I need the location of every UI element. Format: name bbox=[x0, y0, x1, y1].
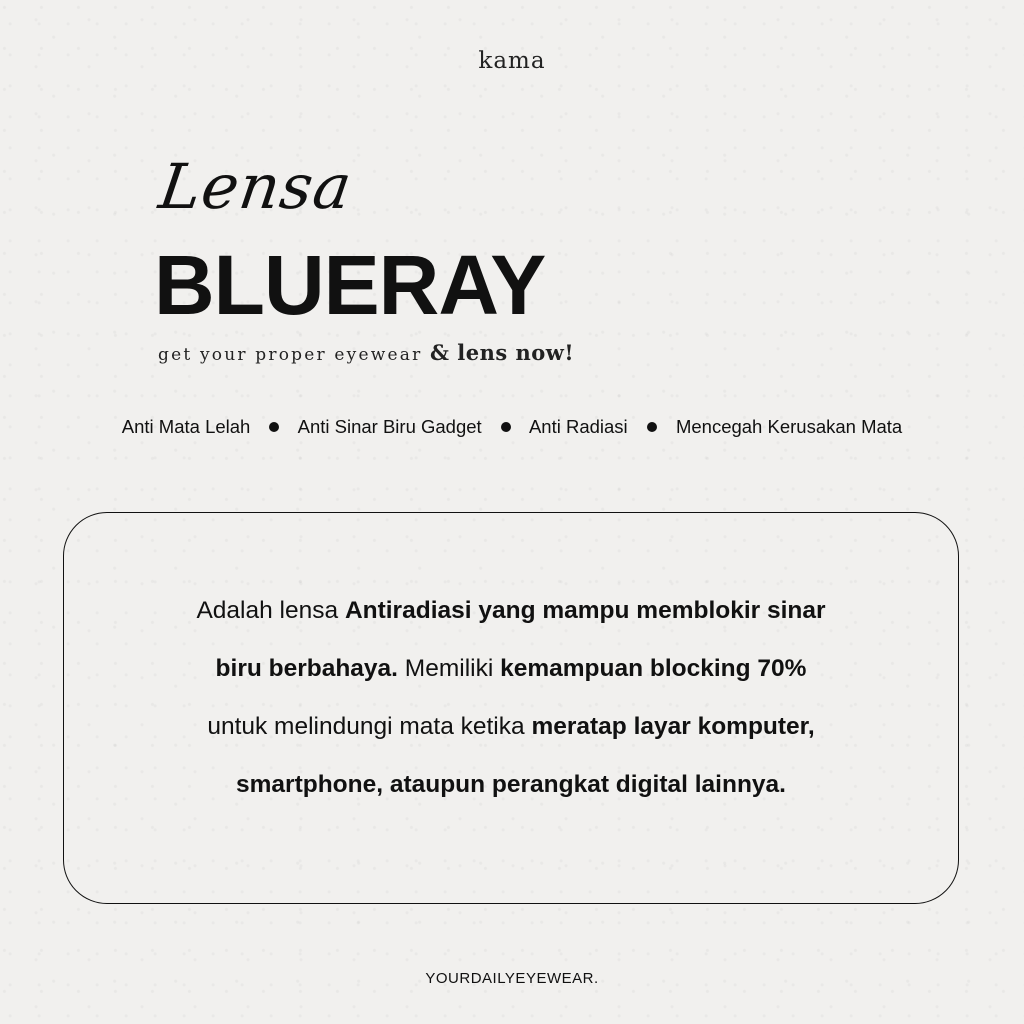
description-bold: meratap layar komputer, bbox=[531, 713, 815, 740]
bullet-dot-icon bbox=[501, 422, 511, 432]
tagline-emphasis: & lens now! bbox=[430, 340, 575, 365]
description-line bbox=[63, 698, 959, 756]
title-script: Lensa bbox=[154, 150, 357, 223]
description-text bbox=[63, 582, 959, 814]
feature-item: Anti Sinar Biru Gadget bbox=[297, 416, 482, 437]
tagline-prefix: get your proper eyewear bbox=[158, 345, 431, 365]
description-bold: kemampuan blocking 70% bbox=[500, 655, 807, 682]
brand-logo: kama bbox=[478, 48, 546, 74]
page-title: BLUERAY bbox=[154, 238, 546, 332]
description-bold: biru berbahaya. bbox=[215, 655, 398, 682]
feature-item: Mencegah Kerusakan Mata bbox=[675, 416, 903, 437]
description-bold: smartphone, ataupun perangkat digital lainnya. bbox=[236, 771, 786, 798]
feature-item: Anti Mata Lelah bbox=[121, 416, 251, 437]
description-line bbox=[63, 582, 959, 640]
description-plain: untuk melindungi mata ketika bbox=[207, 713, 532, 740]
description-bold: Antiradiasi yang mampu memblokir sinar bbox=[344, 597, 826, 624]
footer-text: YOURDAILYEYEWEAR. bbox=[425, 970, 599, 987]
feature-item: Anti Radiasi bbox=[528, 416, 628, 437]
feature-list bbox=[0, 416, 1024, 438]
description-plain: Memiliki bbox=[398, 655, 501, 682]
description-line bbox=[63, 640, 959, 698]
bullet-dot-icon bbox=[647, 422, 657, 432]
description-plain: Adalah lensa bbox=[196, 597, 345, 624]
bullet-dot-icon bbox=[269, 422, 279, 432]
tagline bbox=[158, 340, 574, 365]
description-line bbox=[63, 756, 959, 814]
